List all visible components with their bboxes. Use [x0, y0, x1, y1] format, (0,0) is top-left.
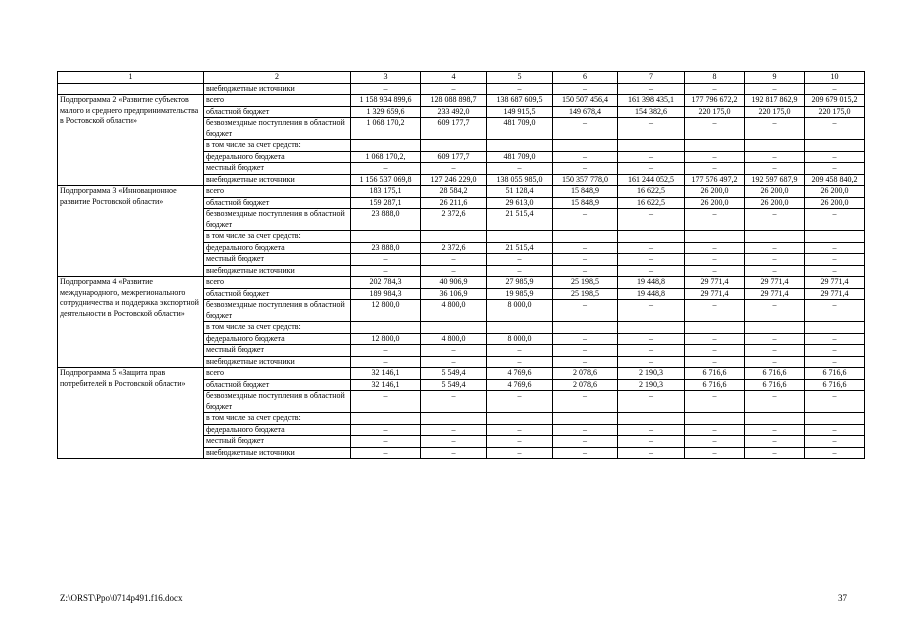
value-cell: – — [805, 83, 865, 95]
value-cell: – — [805, 333, 865, 345]
value-cell: 128 088 898,7 — [421, 95, 487, 107]
source-label: областной бюджет — [204, 197, 351, 209]
value-cell — [421, 231, 487, 243]
value-cell: – — [745, 424, 805, 436]
value-cell: – — [745, 163, 805, 175]
source-label: федерального бюджета — [204, 333, 351, 345]
value-cell — [745, 413, 805, 425]
value-cell: – — [805, 356, 865, 368]
header-cell: 1 — [58, 72, 204, 84]
value-cell: – — [618, 118, 685, 140]
value-cell: 12 800,0 — [351, 333, 421, 345]
value-cell: 2 190,3 — [618, 379, 685, 391]
value-cell: – — [487, 83, 553, 95]
value-cell — [351, 322, 421, 334]
value-cell — [487, 140, 553, 152]
value-cell: – — [685, 209, 745, 231]
value-cell — [685, 140, 745, 152]
value-cell: – — [553, 242, 618, 254]
value-cell — [745, 231, 805, 243]
value-cell: – — [685, 254, 745, 266]
value-cell: 2 078,6 — [553, 368, 618, 380]
value-cell: – — [685, 118, 745, 140]
value-cell: 1 068 170,2, — [351, 151, 421, 163]
value-cell: 28 584,2 — [421, 186, 487, 198]
value-cell: – — [351, 163, 421, 175]
value-cell: 149 915,5 — [487, 106, 553, 118]
source-label: безвозмездные поступления в областной бюджет — [204, 391, 351, 413]
value-cell: 26 200,0 — [805, 197, 865, 209]
value-cell: 29 771,4 — [745, 277, 805, 289]
value-cell: – — [685, 151, 745, 163]
value-cell — [421, 140, 487, 152]
value-cell: 202 784,3 — [351, 277, 421, 289]
value-cell: 21 515,4 — [487, 242, 553, 254]
value-cell: – — [805, 436, 865, 448]
value-cell: – — [421, 436, 487, 448]
value-cell: – — [351, 391, 421, 413]
value-cell: 15 848,9 — [553, 197, 618, 209]
value-cell: – — [618, 254, 685, 266]
value-cell: – — [618, 265, 685, 277]
value-cell: – — [745, 436, 805, 448]
value-cell: 481 709,0 — [487, 118, 553, 140]
value-cell: 26 200,0 — [685, 197, 745, 209]
source-label: в том числе за счет средств: — [204, 322, 351, 334]
value-cell: 2 190,3 — [618, 368, 685, 380]
value-cell: – — [805, 254, 865, 266]
header-cell: 2 — [204, 72, 351, 84]
value-cell: 192 817 862,9 — [745, 95, 805, 107]
value-cell: 27 985,9 — [487, 277, 553, 289]
value-cell: – — [421, 356, 487, 368]
value-cell: 26 211,6 — [421, 197, 487, 209]
source-label: областной бюджет — [204, 379, 351, 391]
value-cell: 1 329 659,6 — [351, 106, 421, 118]
source-label: внебюджетные источники — [204, 174, 351, 186]
value-cell: – — [618, 391, 685, 413]
value-cell: 23 888,0 — [351, 242, 421, 254]
value-cell: 40 906,9 — [421, 277, 487, 289]
source-label: местный бюджет — [204, 254, 351, 266]
value-cell: – — [351, 436, 421, 448]
value-cell: 29 771,4 — [805, 288, 865, 300]
source-label: федерального бюджета — [204, 424, 351, 436]
value-cell: – — [805, 265, 865, 277]
value-cell: – — [351, 424, 421, 436]
value-cell: 26 200,0 — [805, 186, 865, 198]
value-cell: 26 200,0 — [745, 186, 805, 198]
value-cell: – — [618, 356, 685, 368]
value-cell — [805, 322, 865, 334]
value-cell: – — [351, 447, 421, 459]
source-label: всего — [204, 368, 351, 380]
value-cell: – — [553, 424, 618, 436]
value-cell: – — [487, 356, 553, 368]
value-cell: – — [745, 391, 805, 413]
value-cell: – — [685, 300, 745, 322]
value-cell: – — [685, 265, 745, 277]
value-cell: 154 382,6 — [618, 106, 685, 118]
value-cell: 6 716,6 — [745, 379, 805, 391]
value-cell: – — [745, 345, 805, 357]
value-cell — [685, 322, 745, 334]
value-cell — [685, 231, 745, 243]
value-cell — [805, 140, 865, 152]
value-cell: 138 687 609,5 — [487, 95, 553, 107]
source-label: внебюджетные источники — [204, 356, 351, 368]
value-cell: – — [553, 151, 618, 163]
value-cell: – — [618, 83, 685, 95]
value-cell — [618, 231, 685, 243]
value-cell: – — [553, 265, 618, 277]
value-cell — [553, 322, 618, 334]
value-cell: 209 458 840,2 — [805, 174, 865, 186]
value-cell: 51 128,4 — [487, 186, 553, 198]
source-label: безвозмездные поступления в областной бюджет — [204, 209, 351, 231]
value-cell: 609 177,7 — [421, 118, 487, 140]
header-cell: 6 — [553, 72, 618, 84]
value-cell: 21 515,4 — [487, 209, 553, 231]
source-label: всего — [204, 186, 351, 198]
value-cell: 161 398 435,1 — [618, 95, 685, 107]
source-label: внебюджетные источники — [204, 447, 351, 459]
value-cell: – — [685, 391, 745, 413]
table-row — [58, 186, 865, 198]
value-cell: 233 492,0 — [421, 106, 487, 118]
value-cell: – — [745, 242, 805, 254]
value-cell: – — [618, 300, 685, 322]
value-cell: – — [487, 436, 553, 448]
value-cell: 150 507 456,4 — [553, 95, 618, 107]
source-label: местный бюджет — [204, 163, 351, 175]
value-cell: – — [745, 333, 805, 345]
value-cell: – — [487, 163, 553, 175]
value-cell: – — [421, 254, 487, 266]
value-cell: 32 146,1 — [351, 379, 421, 391]
program-name: Подпрограмма 5 «Защита прав потребителей в Ростовской области» — [58, 368, 204, 459]
value-cell: – — [745, 209, 805, 231]
header-cell: 4 — [421, 72, 487, 84]
value-cell: – — [421, 265, 487, 277]
value-cell: 6 716,6 — [685, 368, 745, 380]
value-cell: – — [351, 83, 421, 95]
value-cell — [351, 413, 421, 425]
value-cell: – — [805, 209, 865, 231]
value-cell — [421, 413, 487, 425]
value-cell: 6 716,6 — [805, 368, 865, 380]
value-cell: 1 158 934 899,6 — [351, 95, 421, 107]
value-cell — [421, 322, 487, 334]
value-cell — [805, 413, 865, 425]
value-cell — [553, 231, 618, 243]
value-cell — [553, 140, 618, 152]
value-cell: 23 888,0 — [351, 209, 421, 231]
program-cell — [58, 83, 204, 95]
value-cell: 15 848,9 — [553, 186, 618, 198]
value-cell: 12 800,0 — [351, 300, 421, 322]
value-cell: – — [618, 447, 685, 459]
program-name: Подпрограмма 3 «Инновационное развитие Ростовской области» — [58, 186, 204, 277]
value-cell: – — [421, 424, 487, 436]
value-cell: 16 622,5 — [618, 186, 685, 198]
value-cell: – — [553, 333, 618, 345]
header-cell: 10 — [805, 72, 865, 84]
value-cell — [745, 322, 805, 334]
value-cell: – — [553, 209, 618, 231]
value-cell: 4 800,0 — [421, 333, 487, 345]
value-cell: 127 246 229,0 — [421, 174, 487, 186]
value-cell: – — [618, 436, 685, 448]
value-cell: – — [487, 254, 553, 266]
value-cell: 159 287,1 — [351, 197, 421, 209]
value-cell: – — [685, 424, 745, 436]
value-cell: 209 679 015,2 — [805, 95, 865, 107]
value-cell — [745, 140, 805, 152]
value-cell: – — [685, 447, 745, 459]
value-cell: – — [685, 242, 745, 254]
value-cell: – — [685, 356, 745, 368]
value-cell: – — [351, 345, 421, 357]
value-cell: 2 372,6 — [421, 209, 487, 231]
value-cell: 149 678,4 — [553, 106, 618, 118]
value-cell: – — [618, 151, 685, 163]
value-cell: – — [745, 254, 805, 266]
value-cell: – — [685, 345, 745, 357]
value-cell: – — [685, 163, 745, 175]
value-cell: – — [553, 254, 618, 266]
value-cell: – — [351, 265, 421, 277]
source-label: всего — [204, 95, 351, 107]
value-cell: – — [421, 391, 487, 413]
value-cell: 8 000,0 — [487, 300, 553, 322]
value-cell: – — [805, 345, 865, 357]
page-number: 37 — [838, 593, 847, 603]
value-cell: – — [618, 242, 685, 254]
value-cell: – — [553, 356, 618, 368]
value-cell — [351, 140, 421, 152]
value-cell: 29 771,4 — [685, 288, 745, 300]
value-cell: 161 244 052,5 — [618, 174, 685, 186]
value-cell — [487, 322, 553, 334]
value-cell — [487, 231, 553, 243]
value-cell: – — [745, 83, 805, 95]
source-label: внебюджетные источники — [204, 265, 351, 277]
source-label: в том числе за счет средств: — [204, 140, 351, 152]
value-cell: – — [553, 300, 618, 322]
value-cell: 29 771,4 — [685, 277, 745, 289]
value-cell: 4 800,0 — [421, 300, 487, 322]
value-cell: – — [805, 151, 865, 163]
value-cell: – — [618, 163, 685, 175]
value-cell: 6 716,6 — [745, 368, 805, 380]
value-cell: – — [745, 151, 805, 163]
value-cell: – — [685, 436, 745, 448]
value-cell — [618, 140, 685, 152]
value-cell: 220 175,0 — [805, 106, 865, 118]
value-cell: – — [805, 300, 865, 322]
header-row — [58, 72, 865, 84]
value-cell: – — [618, 209, 685, 231]
value-cell: – — [685, 83, 745, 95]
source-label: безвозмездные поступления в областной бюджет — [204, 300, 351, 322]
program-name: Подпрограмма 2 «Развитие субъектов малого и среднего предпринимательства в Ростовской области» — [58, 95, 204, 186]
value-cell: 19 448,8 — [618, 277, 685, 289]
value-cell: 19 985,9 — [487, 288, 553, 300]
value-cell: 183 175,1 — [351, 186, 421, 198]
value-cell: 32 146,1 — [351, 368, 421, 380]
header-cell: 7 — [618, 72, 685, 84]
source-label: федерального бюджета — [204, 151, 351, 163]
value-cell — [618, 322, 685, 334]
value-cell: 481 709,0 — [487, 151, 553, 163]
value-cell: 5 549,4 — [421, 368, 487, 380]
value-cell: 1 156 537 069,8 — [351, 174, 421, 186]
value-cell: – — [685, 333, 745, 345]
value-cell: 4 769,6 — [487, 379, 553, 391]
value-cell: – — [421, 447, 487, 459]
source-label: областной бюджет — [204, 106, 351, 118]
value-cell: 19 448,8 — [618, 288, 685, 300]
value-cell: 192 597 687,9 — [745, 174, 805, 186]
table-row — [58, 95, 865, 107]
value-cell: – — [553, 345, 618, 357]
value-cell: 29 771,4 — [745, 288, 805, 300]
value-cell: – — [745, 265, 805, 277]
value-cell: – — [745, 447, 805, 459]
value-cell: 16 622,5 — [618, 197, 685, 209]
value-cell: 177 796 672,2 — [685, 95, 745, 107]
value-cell: – — [421, 163, 487, 175]
value-cell: 138 055 985,0 — [487, 174, 553, 186]
value-cell: – — [553, 391, 618, 413]
value-cell — [351, 231, 421, 243]
value-cell: 220 175,0 — [745, 106, 805, 118]
program-name: Подпрограмма 4 «Развитие международного, межрегионального сотрудничества и поддержка экспортной деятельности в Ростовской области» — [58, 277, 204, 368]
value-cell: 26 200,0 — [685, 186, 745, 198]
value-cell: 26 200,0 — [745, 197, 805, 209]
footer-file-path: Z:\ORST\Ppo\0714p491.f16.docx — [60, 593, 183, 603]
value-cell: – — [805, 424, 865, 436]
value-cell: – — [487, 265, 553, 277]
header-cell: 3 — [351, 72, 421, 84]
value-cell: – — [805, 118, 865, 140]
source-label: федерального бюджета — [204, 242, 351, 254]
value-cell: – — [745, 300, 805, 322]
value-cell: 150 357 778,0 — [553, 174, 618, 186]
value-cell: 25 198,5 — [553, 288, 618, 300]
source-label: местный бюджет — [204, 436, 351, 448]
source-label: внебюджетные источники — [204, 83, 351, 95]
value-cell: 609 177,7 — [421, 151, 487, 163]
source-label: местный бюджет — [204, 345, 351, 357]
value-cell: – — [805, 163, 865, 175]
value-cell: – — [487, 345, 553, 357]
value-cell: 5 549,4 — [421, 379, 487, 391]
value-cell: 220 175,0 — [685, 106, 745, 118]
header-cell: 9 — [745, 72, 805, 84]
value-cell: 177 576 497,2 — [685, 174, 745, 186]
value-cell: – — [805, 447, 865, 459]
value-cell: – — [805, 391, 865, 413]
value-cell — [805, 231, 865, 243]
source-label: безвозмездные поступления в областной бюджет — [204, 118, 351, 140]
header-cell: 5 — [487, 72, 553, 84]
budget-table — [57, 71, 865, 459]
value-cell: – — [487, 424, 553, 436]
value-cell: – — [553, 118, 618, 140]
value-cell: – — [618, 333, 685, 345]
source-label: в том числе за счет средств: — [204, 231, 351, 243]
table-row — [58, 368, 865, 380]
value-cell: – — [487, 391, 553, 413]
value-cell: – — [553, 163, 618, 175]
header-cell: 8 — [685, 72, 745, 84]
value-cell: 36 106,9 — [421, 288, 487, 300]
value-cell: – — [805, 242, 865, 254]
value-cell: – — [618, 424, 685, 436]
value-cell — [553, 413, 618, 425]
value-cell — [618, 413, 685, 425]
value-cell — [685, 413, 745, 425]
value-cell: 8 000,0 — [487, 333, 553, 345]
value-cell: – — [553, 447, 618, 459]
value-cell: – — [421, 345, 487, 357]
carryover-row — [58, 83, 865, 95]
value-cell — [487, 413, 553, 425]
source-label: в том числе за счет средств: — [204, 413, 351, 425]
value-cell: 25 198,5 — [553, 277, 618, 289]
value-cell: 2 078,6 — [553, 379, 618, 391]
value-cell: – — [487, 447, 553, 459]
value-cell: – — [618, 345, 685, 357]
table-row — [58, 277, 865, 289]
source-label: всего — [204, 277, 351, 289]
value-cell: 29 771,4 — [805, 277, 865, 289]
value-cell: 29 613,0 — [487, 197, 553, 209]
source-label: областной бюджет — [204, 288, 351, 300]
value-cell: 189 984,3 — [351, 288, 421, 300]
value-cell: – — [421, 83, 487, 95]
value-cell: 2 372,6 — [421, 242, 487, 254]
value-cell: 6 716,6 — [805, 379, 865, 391]
value-cell: – — [351, 356, 421, 368]
value-cell: – — [745, 356, 805, 368]
value-cell: 1 068 170,2 — [351, 118, 421, 140]
value-cell: – — [745, 118, 805, 140]
value-cell: 4 769,6 — [487, 368, 553, 380]
value-cell: 6 716,6 — [685, 379, 745, 391]
table-body — [58, 72, 865, 459]
value-cell: – — [553, 83, 618, 95]
value-cell: – — [553, 436, 618, 448]
value-cell: – — [351, 254, 421, 266]
